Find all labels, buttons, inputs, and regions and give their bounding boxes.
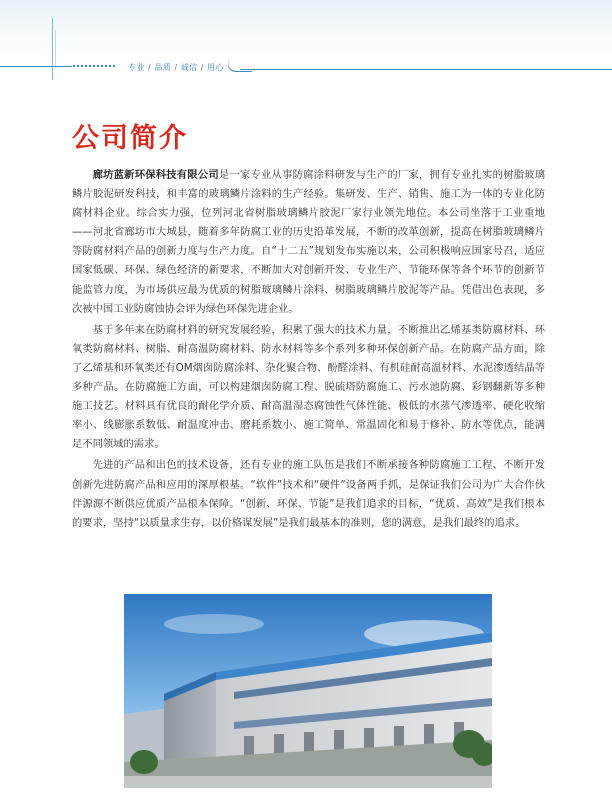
factory-building-illustration xyxy=(124,594,492,788)
header-gradient xyxy=(0,0,612,54)
header-rule-left xyxy=(0,66,72,67)
cloud xyxy=(164,614,264,634)
header-vertical-line-secondary xyxy=(55,30,56,68)
company-name: 廊坊蓝新环保科技有限公司 xyxy=(92,169,219,181)
header-dotted-line xyxy=(72,64,116,68)
header-rule-right xyxy=(240,69,612,70)
intro-paragraph-1-text: 是一家专业从事防腐涂料研发与生产的厂家，拥有专业扎实的树脂玻璃鳞片胶泥研发科技，和丰富的玻璃鳞片涂料的生产经验。集研发、生产、销售、施工为一体的专业化防腐材料企业。综合实力强，位列河北省树脂玻璃鳞片胶泥厂家行业领先地位。本公司坐落于工业重地——河北省廊坊市大城县，随着多年防腐工业的历史沿革发展，不断的改革创新，提高在树脂玻璃鳞片等防腐材料产品的创新力度与生产力度。自“十二五”规划发布实施以来，公司积极响应国家号召，适应国家低碳、环保、绿色经济的新要求，不断加大对创新开发、专业生产、节能环保等各个环节的创新节能监管力度，为市场供应最为优质的树脂玻璃鳞片涂料、树脂玻璃鳞片胶泥等产品。凭借出色表现，多次被中国工业防腐蚀协会评为绿色环保先进企业。 xyxy=(72,169,546,315)
intro-paragraph-3: 先进的产品和出色的技术设备，还有专业的施工队伍是我们不断承接各种防腐施工工程、不断开发创新先进防腐产品和应用的深厚根基。“软件”技术和“硬件”设备两手抓，是保证我们公司为广大合作伙伴源源不断供应优质产品根本保障。“创新、环保、节能”是我们追求的目标，“优质、高效”是我们根本的要求，坚持“以质量求生存，以价格谋发展”是我们最基本的准则，您的满意，是我们最终的追求。 xyxy=(72,459,545,529)
intro-paragraph-2: 基于多年来在防腐材料的研究发展经验，积累了强大的技术力量，不断推出乙烯基类防腐材料、环氧类防腐材料、树脂、耐高温防腐材料、防水材料等多个系列多种环保创新产品。在防腐产品方面，除了乙烯基和环氧类还有OM烟囱防腐涂料、杂化聚合物、酚醛涂料、有机硅耐高温材料、水泥渗透结晶等多种产品。在防腐施工方面，可以构建烟囱防腐工程、脱硫塔防腐施工、污水池防腐、彩钢翻新等多种施工技艺。材料具有优良的耐化学介质、耐高温湿态腐蚀性气体性能、极低的水蒸气渗透率、硬化收缩率小、线膨胀系数低、耐温度冲击、磨耗系数小、施工简单、常温固化和易于修补、防水等优点，能满足不同领域的需求。 xyxy=(72,323,545,451)
intro-paragraph-1 xyxy=(72,166,545,319)
header-tagline: 专业 / 品质 / 诚信 / 用心 xyxy=(128,63,224,72)
header-vertical-line xyxy=(52,18,53,80)
road xyxy=(124,776,492,788)
page-title: 公司简介 xyxy=(72,123,188,154)
intro-text xyxy=(72,166,545,535)
